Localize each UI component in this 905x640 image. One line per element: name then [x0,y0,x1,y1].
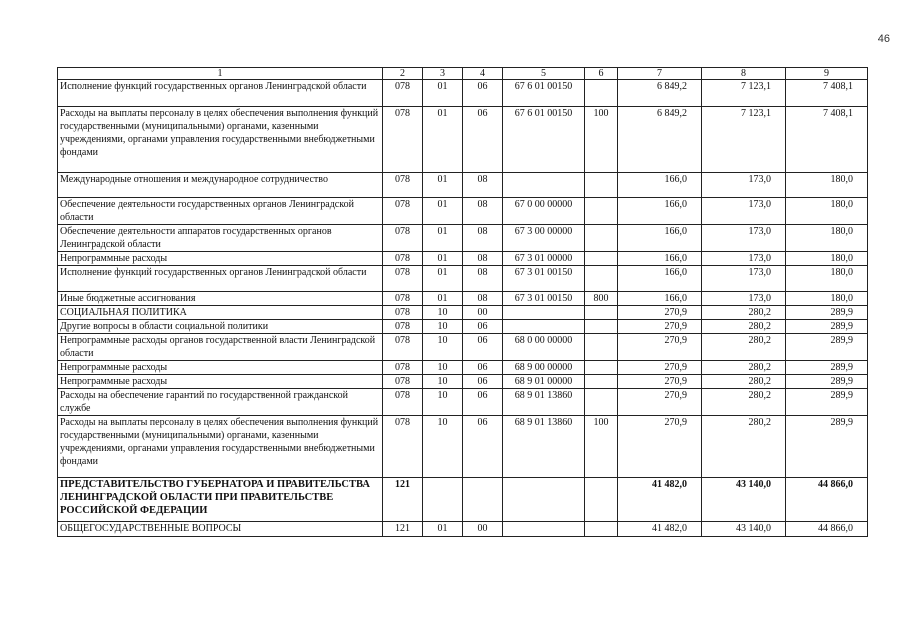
cell-admin-code: 078 [383,107,423,173]
row-name: ОБЩЕГОСУДАРСТВЕННЫЕ ВОПРОСЫ [58,522,383,537]
header-cell: 3 [423,68,463,80]
cell-target-article: 68 9 01 13860 [503,389,585,416]
cell-section: 10 [423,375,463,389]
cell-section: 10 [423,334,463,361]
table-row [58,320,868,334]
cell-subsection: 06 [463,80,503,107]
row-name: Расходы на выплаты персоналу в целях обеспечения выполнения функций государственными (муниципальными) органами, казенными учреждениями, органами управления государственными внебюджетными фондами [58,416,383,478]
row-name: Исполнение функций государственных органов Ленинградской области [58,80,383,107]
cell-target-article: 67 3 00 00000 [503,225,585,252]
cell-admin-code: 078 [383,375,423,389]
cell-target-article: 68 9 01 00000 [503,375,585,389]
cell-subsection: 06 [463,375,503,389]
cell-amount-year-2: 7 123,1 [702,80,786,107]
row-name: Расходы на обеспечение гарантий по государственной гражданской службе [58,389,383,416]
cell-subsection [463,478,503,522]
cell-target-article [503,320,585,334]
cell-expense-kind [585,320,618,334]
cell-amount-year-2: 280,2 [702,416,786,478]
row-name: Обеспечение деятельности аппаратов государственных органов Ленинградской области [58,225,383,252]
cell-target-article: 67 6 01 00150 [503,107,585,173]
cell-amount-year-2: 173,0 [702,292,786,306]
cell-section: 01 [423,198,463,225]
cell-subsection: 00 [463,522,503,537]
table-row [58,225,868,252]
cell-admin-code: 078 [383,266,423,292]
cell-amount-year-3: 289,9 [786,375,868,389]
cell-target-article: 68 9 00 00000 [503,361,585,375]
budget-table [57,67,868,537]
cell-subsection: 06 [463,334,503,361]
row-name: Иные бюджетные ассигнования [58,292,383,306]
cell-amount-year-3: 44 866,0 [786,522,868,537]
cell-amount-year-2: 173,0 [702,198,786,225]
cell-amount-year-1: 270,9 [618,389,702,416]
cell-subsection: 08 [463,225,503,252]
cell-section: 10 [423,416,463,478]
cell-amount-year-2: 43 140,0 [702,478,786,522]
cell-admin-code: 078 [383,292,423,306]
header-cell: 2 [383,68,423,80]
cell-amount-year-2: 173,0 [702,266,786,292]
cell-target-article: 67 3 01 00150 [503,292,585,306]
table-row [58,107,868,173]
cell-amount-year-2: 173,0 [702,252,786,266]
row-name: СОЦИАЛЬНАЯ ПОЛИТИКА [58,306,383,320]
cell-expense-kind: 800 [585,292,618,306]
table-row [58,252,868,266]
cell-amount-year-1: 270,9 [618,361,702,375]
row-name: Непрограммные расходы [58,252,383,266]
row-name: Исполнение функций государственных органов Ленинградской области [58,266,383,292]
cell-amount-year-3: 289,9 [786,361,868,375]
cell-section: 01 [423,252,463,266]
cell-admin-code: 078 [383,252,423,266]
row-name: Непрограммные расходы [58,361,383,375]
cell-amount-year-3: 44 866,0 [786,478,868,522]
cell-expense-kind: 100 [585,107,618,173]
cell-amount-year-2: 280,2 [702,389,786,416]
cell-section [423,478,463,522]
cell-amount-year-1: 166,0 [618,225,702,252]
cell-amount-year-3: 180,0 [786,292,868,306]
table-row [58,266,868,292]
table-row [58,478,868,522]
table-row [58,361,868,375]
cell-amount-year-2: 280,2 [702,320,786,334]
cell-amount-year-3: 289,9 [786,306,868,320]
cell-amount-year-2: 280,2 [702,334,786,361]
table-row [58,292,868,306]
cell-target-article [503,478,585,522]
cell-expense-kind: 100 [585,416,618,478]
cell-amount-year-2: 280,2 [702,361,786,375]
cell-admin-code: 078 [383,306,423,320]
cell-subsection: 00 [463,306,503,320]
cell-target-article: 67 3 01 00150 [503,266,585,292]
header-cell: 1 [58,68,383,80]
cell-amount-year-1: 166,0 [618,292,702,306]
cell-section: 10 [423,306,463,320]
cell-section: 10 [423,361,463,375]
cell-amount-year-2: 280,2 [702,375,786,389]
header-cell: 7 [618,68,702,80]
cell-amount-year-1: 166,0 [618,266,702,292]
cell-subsection: 08 [463,266,503,292]
cell-target-article [503,173,585,198]
cell-subsection: 08 [463,173,503,198]
cell-subsection: 06 [463,416,503,478]
cell-section: 01 [423,225,463,252]
cell-amount-year-3: 289,9 [786,334,868,361]
cell-target-article: 67 3 01 00000 [503,252,585,266]
cell-amount-year-1: 270,9 [618,320,702,334]
cell-expense-kind [585,266,618,292]
cell-target-article [503,522,585,537]
cell-amount-year-1: 41 482,0 [618,522,702,537]
cell-amount-year-2: 173,0 [702,225,786,252]
cell-expense-kind [585,478,618,522]
cell-amount-year-3: 180,0 [786,173,868,198]
cell-expense-kind [585,80,618,107]
row-name: Непрограммные расходы [58,375,383,389]
cell-expense-kind [585,173,618,198]
cell-expense-kind [585,306,618,320]
cell-subsection: 06 [463,361,503,375]
cell-section: 01 [423,292,463,306]
cell-admin-code: 078 [383,80,423,107]
cell-admin-code: 078 [383,225,423,252]
cell-section: 01 [423,107,463,173]
cell-amount-year-3: 180,0 [786,252,868,266]
header-cell: 5 [503,68,585,80]
table-row [58,334,868,361]
cell-amount-year-1: 270,9 [618,416,702,478]
cell-amount-year-1: 6 849,2 [618,80,702,107]
row-name: Расходы на выплаты персоналу в целях обеспечения выполнения функций государственными (муниципальными) органами, казенными учреждениями, органами управления государственными внебюджетными фондами [58,107,383,173]
cell-subsection: 08 [463,292,503,306]
cell-amount-year-3: 289,9 [786,416,868,478]
header-cell: 8 [702,68,786,80]
header-cell: 9 [786,68,868,80]
cell-subsection: 06 [463,320,503,334]
cell-admin-code: 121 [383,478,423,522]
cell-amount-year-3: 180,0 [786,266,868,292]
table-row [58,389,868,416]
table-row [58,173,868,198]
cell-amount-year-3: 180,0 [786,225,868,252]
cell-expense-kind [585,375,618,389]
cell-expense-kind [585,252,618,266]
cell-amount-year-3: 289,9 [786,389,868,416]
cell-amount-year-2: 7 123,1 [702,107,786,173]
cell-admin-code: 078 [383,320,423,334]
cell-amount-year-1: 6 849,2 [618,107,702,173]
cell-amount-year-1: 270,9 [618,306,702,320]
cell-section: 01 [423,80,463,107]
cell-amount-year-1: 270,9 [618,375,702,389]
cell-amount-year-2: 280,2 [702,306,786,320]
cell-subsection: 08 [463,198,503,225]
cell-admin-code: 078 [383,416,423,478]
cell-expense-kind [585,334,618,361]
table-row [58,80,868,107]
cell-subsection: 08 [463,252,503,266]
cell-expense-kind [585,389,618,416]
row-name: Международные отношения и международное сотрудничество [58,173,383,198]
cell-amount-year-2: 173,0 [702,173,786,198]
cell-amount-year-2: 43 140,0 [702,522,786,537]
cell-section: 10 [423,389,463,416]
cell-target-article [503,306,585,320]
cell-expense-kind [585,522,618,537]
cell-section: 01 [423,173,463,198]
cell-target-article: 68 0 00 00000 [503,334,585,361]
cell-amount-year-1: 270,9 [618,334,702,361]
table-row [58,306,868,320]
table-row [58,375,868,389]
cell-admin-code: 078 [383,173,423,198]
row-name: ПРЕДСТАВИТЕЛЬСТВО ГУБЕРНАТОРА И ПРАВИТЕЛЬСТВА ЛЕНИНГРАДСКОЙ ОБЛАСТИ ПРИ ПРАВИТЕЛЬСТВЕ РОССИЙСКОЙ ФЕДЕРАЦИИ [58,478,383,522]
cell-expense-kind [585,361,618,375]
cell-target-article: 67 6 01 00150 [503,80,585,107]
row-name: Другие вопросы в области социальной политики [58,320,383,334]
cell-amount-year-3: 289,9 [786,320,868,334]
cell-amount-year-1: 166,0 [618,252,702,266]
table-row [58,522,868,537]
cell-expense-kind [585,225,618,252]
page-number: 46 [877,33,890,45]
cell-amount-year-3: 7 408,1 [786,107,868,173]
cell-admin-code: 078 [383,389,423,416]
cell-section: 01 [423,266,463,292]
cell-admin-code: 078 [383,198,423,225]
cell-amount-year-1: 166,0 [618,198,702,225]
row-name: Обеспечение деятельности государственных органов Ленинградской области [58,198,383,225]
cell-admin-code: 078 [383,334,423,361]
cell-subsection: 06 [463,389,503,416]
header-cell: 6 [585,68,618,80]
cell-admin-code: 121 [383,522,423,537]
cell-section: 10 [423,320,463,334]
header-row [58,68,868,80]
row-name: Непрограммные расходы органов государственной власти Ленинградской области [58,334,383,361]
table-row [58,198,868,225]
cell-amount-year-1: 41 482,0 [618,478,702,522]
table-row [58,416,868,478]
cell-section: 01 [423,522,463,537]
cell-target-article: 68 9 01 13860 [503,416,585,478]
cell-amount-year-3: 180,0 [786,198,868,225]
cell-admin-code: 078 [383,361,423,375]
cell-amount-year-1: 166,0 [618,173,702,198]
cell-target-article: 67 0 00 00000 [503,198,585,225]
cell-subsection: 06 [463,107,503,173]
header-cell: 4 [463,68,503,80]
cell-expense-kind [585,198,618,225]
cell-amount-year-3: 7 408,1 [786,80,868,107]
